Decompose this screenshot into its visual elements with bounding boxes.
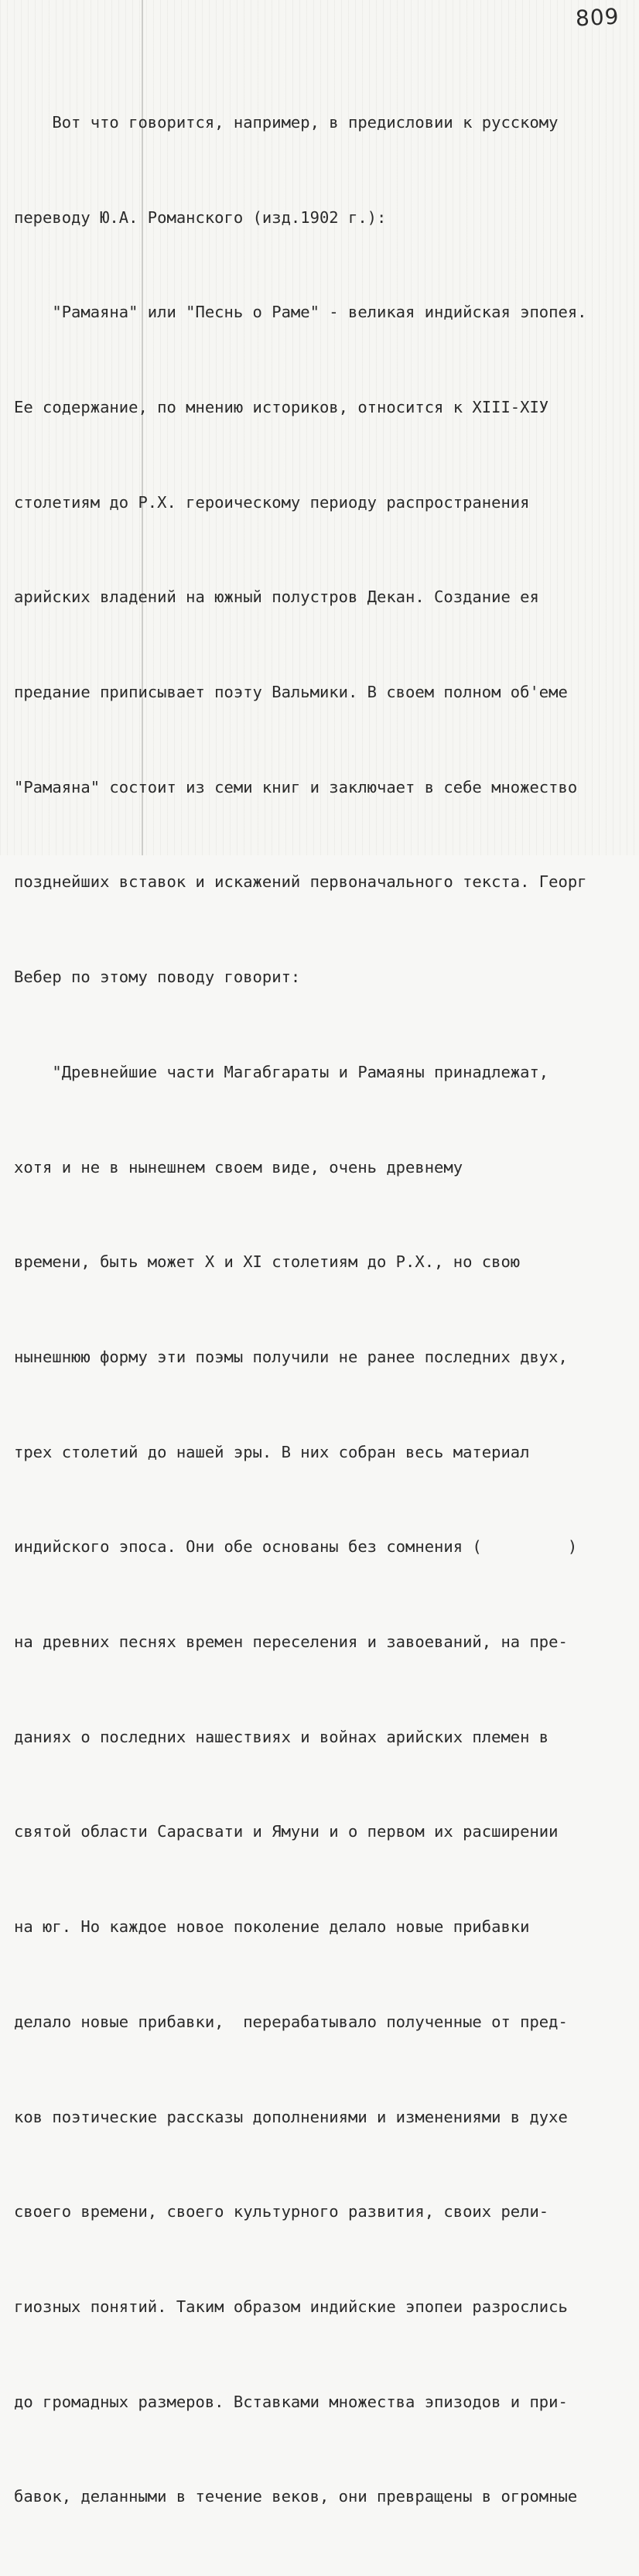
text-line: "Древнейшие части Магабгараты и Рамаяны принадлежат, — [14, 1062, 549, 1081]
text-line: делало новые прибавки, перерабатывало полученные от пред- — [14, 2012, 568, 2031]
text-line: переводу Ю.А. Романского (изд.1902 г.): — [14, 207, 387, 227]
text-line: на древних песнях времен переселения и завоеваний, на пре- — [14, 1632, 568, 1652]
text-line: своего времени, своего культурного развития, своих рели- — [14, 2202, 549, 2221]
text-line: Вебер по этому поводу говорит: — [14, 968, 301, 987]
text-line: "Рамаяна" или "Песнь о Раме" - великая индийская эпопея. — [14, 303, 587, 322]
text-line: гиозных понятий. Таким образом индийские эпопеи разрослись — [14, 2297, 568, 2316]
text-line: нынешнюю форму эти поэмы получили не ранее последних двух, — [14, 1347, 568, 1366]
text-line: индийского эпоса. Они обе основаны без сомнения ( ) — [14, 1537, 578, 1557]
text-line: бавок, деланными в течение веков, они превращены в огромные — [14, 2487, 578, 2506]
text-line: на юг. Но каждое новое поколение делало новые прибавки — [14, 1917, 530, 1937]
text-line: до громадных размеров. Вставками множества эпизодов и при- — [14, 2392, 568, 2411]
text-line: столетиям до Р.Х. героическому периоду распространения — [14, 492, 530, 512]
page-number: 809 — [574, 3, 620, 32]
text-line: даниях о последних нашествиях и войнах арийских племен в — [14, 1727, 549, 1746]
text-line: трех столетий до нашей эры. В них собран весь материал — [14, 1442, 530, 1461]
text-line: предание приписывает поэту Вальмики. В своем полном об'еме — [14, 683, 568, 702]
text-line: Ее содержание, по мнению историков, относится к XIII-XIУ — [14, 397, 549, 416]
text-line: ков поэтические рассказы дополнениями и изменениями в духе — [14, 2107, 568, 2126]
body-text — [14, 43, 633, 2576]
text-line: хотя и не в нынешнем своем виде, очень древнему — [14, 1157, 463, 1177]
text-line: арийских владений на южный полустров Декан. Создание ея — [14, 587, 539, 607]
text-line: "Рамаяна" состоит из семи книг и заключает в себе множество — [14, 777, 578, 796]
text-line: позднейших вставок и искажений первоначального текста. Георг — [14, 872, 587, 892]
text-line: времени, быть может X и XI столетиям до Р.Х., но свою — [14, 1252, 521, 1272]
text-line: Вот что говорится, например, в предисловии к русскому — [14, 112, 559, 132]
text-line: святой области Сарасвати и Ямуни и о первом их расширении — [14, 1822, 559, 1841]
